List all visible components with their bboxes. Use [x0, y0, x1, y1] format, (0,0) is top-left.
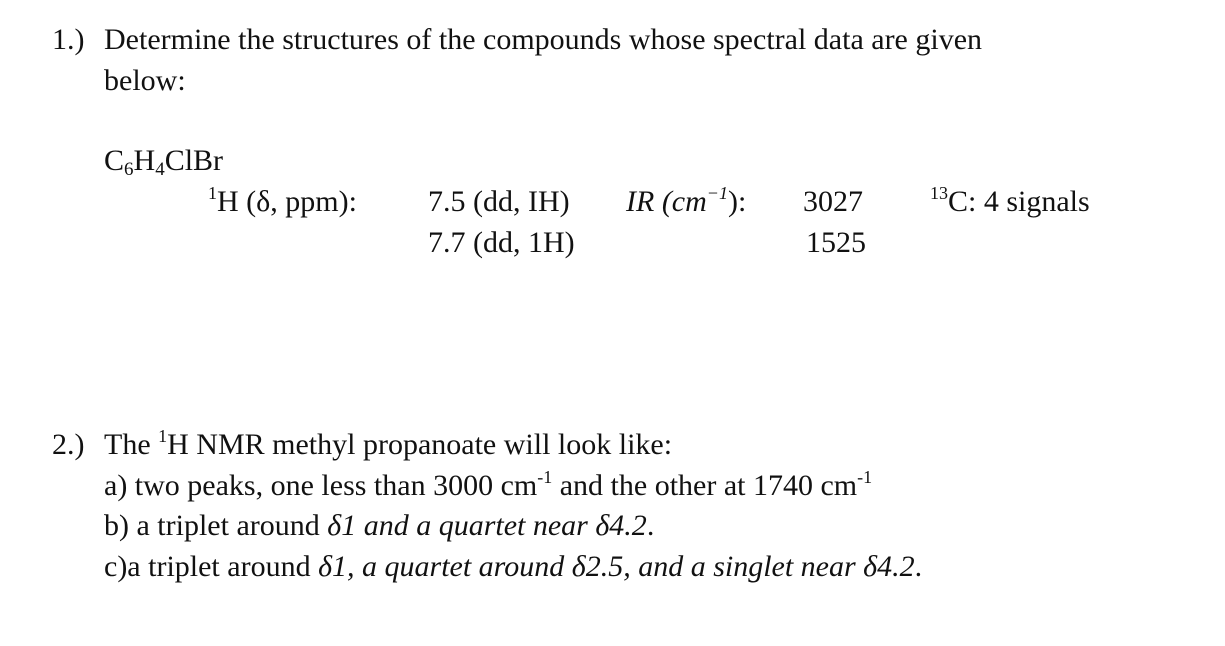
option-b-text: b) a triplet around [104, 509, 328, 542]
hnmr-label-superscript: 1 [208, 183, 217, 203]
question-2-number: 2.) [52, 428, 85, 461]
question-1-prompt-line-1: Determine the structures of the compounds whose spectral data are given [104, 23, 983, 56]
c13-superscript: 13 [930, 183, 948, 203]
option-b-period: . [646, 509, 655, 542]
ir-value-2: 1525 [806, 226, 866, 259]
formula-carbon: C [104, 144, 125, 177]
option-b-math: δ1 and a quartet near δ4.2 [327, 509, 647, 542]
ir-label-superscript: −1 [706, 183, 728, 203]
option-a-text-1: a) two peaks, one less than 3000 cm [104, 469, 538, 502]
option-a-superscript-1: -1 [537, 467, 553, 487]
ir-label-close: ): [727, 185, 747, 218]
molecular-formula [104, 143, 223, 179]
formula-hydrogen: H [133, 144, 156, 177]
option-c-math: δ1, a quartet around δ2.5, and a singlet near δ4.2 [318, 550, 915, 583]
ir-value-1: 3027 [803, 185, 863, 218]
ir-label-text: IR (cm [626, 185, 707, 218]
hnmr-peak-2: 7.7 (dd, 1H) [428, 226, 575, 259]
ir-label [626, 184, 746, 220]
question-1-number: 1.) [52, 23, 85, 56]
formula-halogens: ClBr [164, 144, 224, 177]
option-a-superscript-2: -1 [857, 467, 873, 487]
c13-nmr [930, 184, 1090, 220]
question-2-stem-superscript: 1 [158, 426, 168, 446]
option-a [104, 468, 872, 504]
option-b [104, 508, 654, 544]
option-c-period: . [914, 550, 923, 583]
formula-carbon-count: 6 [124, 159, 134, 180]
hnmr-peak-1: 7.5 (dd, IH) [428, 185, 570, 218]
c13-value: 4 signals [983, 185, 1090, 218]
question-2-stem-start: The [104, 428, 151, 461]
option-c [104, 549, 922, 585]
option-a-text-2: and the other at 1740 cm [552, 469, 858, 502]
hnmr-label-text: H (δ, ppm): [217, 185, 357, 218]
hnmr-label [208, 184, 357, 220]
question-2-stem-end: H NMR methyl propanoate will look like: [167, 428, 673, 461]
option-c-text: c)a triplet around [104, 550, 319, 583]
formula-hydrogen-count: 4 [155, 159, 165, 180]
c13-label: C: [948, 185, 977, 218]
question-2-stem [104, 427, 672, 463]
question-1-prompt-line-2: below: [104, 64, 186, 97]
